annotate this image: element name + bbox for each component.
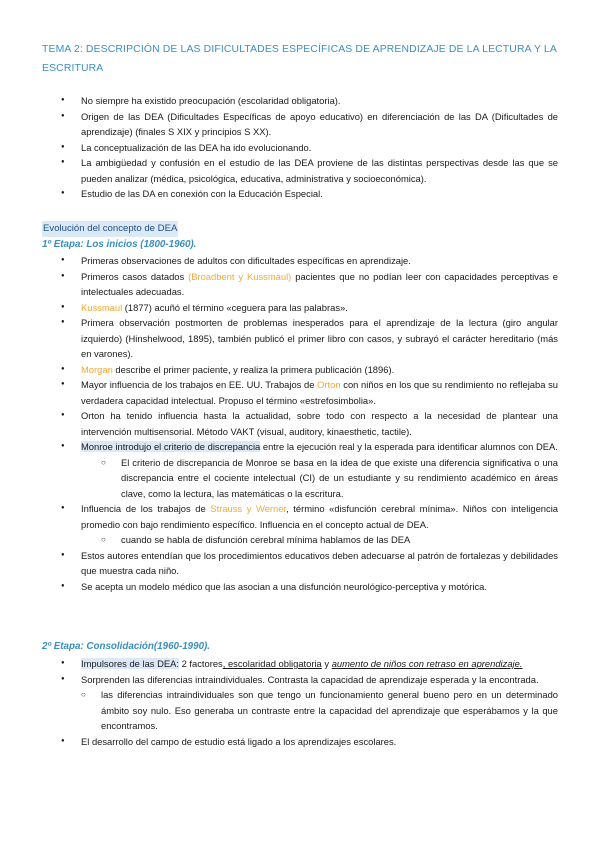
- sub-list-item: ○ cuando se habla de disfunción cerebral mínima hablamos de las DEA: [101, 532, 558, 548]
- list-item: [61, 377, 558, 408]
- list-item: ● Primeras observaciones de adultos con dificultades específicas en aprendizaje.: [61, 253, 558, 269]
- list-item: ● Primera observación postmorten de problemas inesperados para el aprendizaje de la lectura (giro angular izquierdo) (Hinshelwood, 1895), también publicó el primer libro con casos, y subrayó el carácter hereditario (más en varones).: [61, 315, 558, 362]
- text: Influencia de los trabajos de: [81, 503, 211, 514]
- text: describe el primer paciente, y realiza la primera publicación (1896).: [112, 363, 395, 375]
- section-heading-evolution: Evolución del concepto de DEA: [42, 221, 178, 237]
- list-item: [61, 439, 558, 501]
- intro-list: [61, 93, 558, 202]
- underlined-text: , escolaridad obligatoria: [222, 658, 322, 669]
- sub-list: [101, 532, 558, 548]
- list-item: ● Se acepta un modelo médico que las asocian a una disfunción neurológico-perceptiva y motórica.: [61, 579, 558, 595]
- text: entre la ejecución real y la esperada para identificar alumnos con DEA.: [260, 441, 558, 452]
- page-title: TEMA 2: DESCRIPCIÓN DE LAS DIFICULTADES ESPECÍFICAS DE APRENDIZAJE DE LA LECTURA Y LA ESCRITURA: [42, 44, 557, 74]
- highlighted-text: Monroe introdujo el criterio de discrepancia: [81, 441, 261, 452]
- list-item: [61, 656, 558, 672]
- list-item: ● Estos autores entendían que los procedimientos educativos deben adecuarse al patrón de fortalezas y debilidades que muestra cada niño.: [61, 548, 558, 579]
- text: Primeros casos datados: [81, 270, 189, 282]
- stage-1-list: [61, 253, 558, 594]
- list-item: ● Estudio de las DA en conexión con la Educación Especial.: [61, 186, 558, 202]
- list-item: [61, 501, 558, 548]
- stage-1-heading: 1º Etapa: Los inicios (1800-1960).: [42, 239, 197, 250]
- list-item: ● La ambigüedad y confusión en el estudio de las DEA proviene de las distintas perspectivas desde las que se pueden analizar (médica, psicológica, educativa, administrativa y socioeconómica).: [61, 155, 558, 186]
- list-item: ● No siempre ha existido preocupación (escolaridad obligatoria).: [61, 93, 558, 109]
- list-item: ● Origen de las DEA (Dificultades Específicas de apoyo educativo) en diferenciación de las DA (Dificultades de aprendizaje) (finales S XIX y principios S XX).: [61, 109, 558, 140]
- text: Mayor influencia de los trabajos en EE. UU. Trabajos de: [81, 379, 318, 390]
- text: pacientes que no podían leer con capacidades perceptivas e intelectuales adecuadas.: [81, 270, 558, 297]
- author-name: Kussmaul: [81, 301, 123, 313]
- author-name: Orton: [317, 379, 341, 390]
- author-name: Morgan: [81, 363, 113, 375]
- text: con niños en los que su rendimiento no reflejaba su verdadera capacidad intelectual. Propuso el término «estrefosimbolia».: [81, 379, 558, 406]
- list-item: ● Orton ha tenido influencia hasta la actualidad, sobre todo con respecto a la necesidad de plantear una intervención multisensorial. Método VAKT (visual, auditory, kinaesthetic, tactile).: [61, 408, 558, 439]
- text: , término «disfunción cerebral mínima». Niños con inteligencia promedio con bajo rendimiento específico. Influencia en el concepto actual de DEA.: [81, 503, 558, 530]
- sub-list-item: ○ las diferencias intraindividuales son que tengo un funcionamiento general bueno pero en un determinado ámbito soy nulo. Eso generaba un contraste entre la capacidad del aprendizaje que esperábamos y la que encontramos.: [81, 687, 558, 734]
- stage-2-list: [61, 656, 558, 749]
- list-item: [61, 300, 558, 316]
- sub-list-item: ○ El criterio de discrepancia de Monroe se basa en la idea de que existe una diferencia significativa o una discrepancia entre el cociente intelectual (CI) de un estudiante y su rendimiento académico en áreas clave, como la lectura, las matemáticas o la escritura.: [101, 455, 558, 502]
- stage-2-heading: 2º Etapa: Consolidación(1960-1990).: [42, 641, 211, 652]
- list-item: ● El desarrollo del campo de estudio está ligado a los aprendizajes escolares.: [61, 734, 558, 750]
- author-names: (Broadbent y Kussmaul): [188, 270, 292, 282]
- text: (1877) acuñó el término «ceguera para las palabras».: [122, 301, 348, 313]
- list-item: ● La conceptualización de las DEA ha ido evolucionando.: [61, 140, 558, 156]
- underlined-text: aumento de niños con retraso en aprendizaje.: [331, 658, 523, 669]
- author-names: Strauss y Werner: [210, 503, 287, 514]
- list-item: [61, 362, 558, 378]
- list-item: [61, 269, 558, 300]
- text: 2 factores: [178, 658, 223, 669]
- text: y: [321, 658, 332, 669]
- highlighted-text: Impulsores de las DEA:: [81, 658, 179, 669]
- list-item: ● Sorprenden las diferencias intraindividuales. Contrasta la capacidad de aprendizaje esperada y la encontrada.: [61, 672, 558, 688]
- sub-list: [101, 455, 558, 502]
